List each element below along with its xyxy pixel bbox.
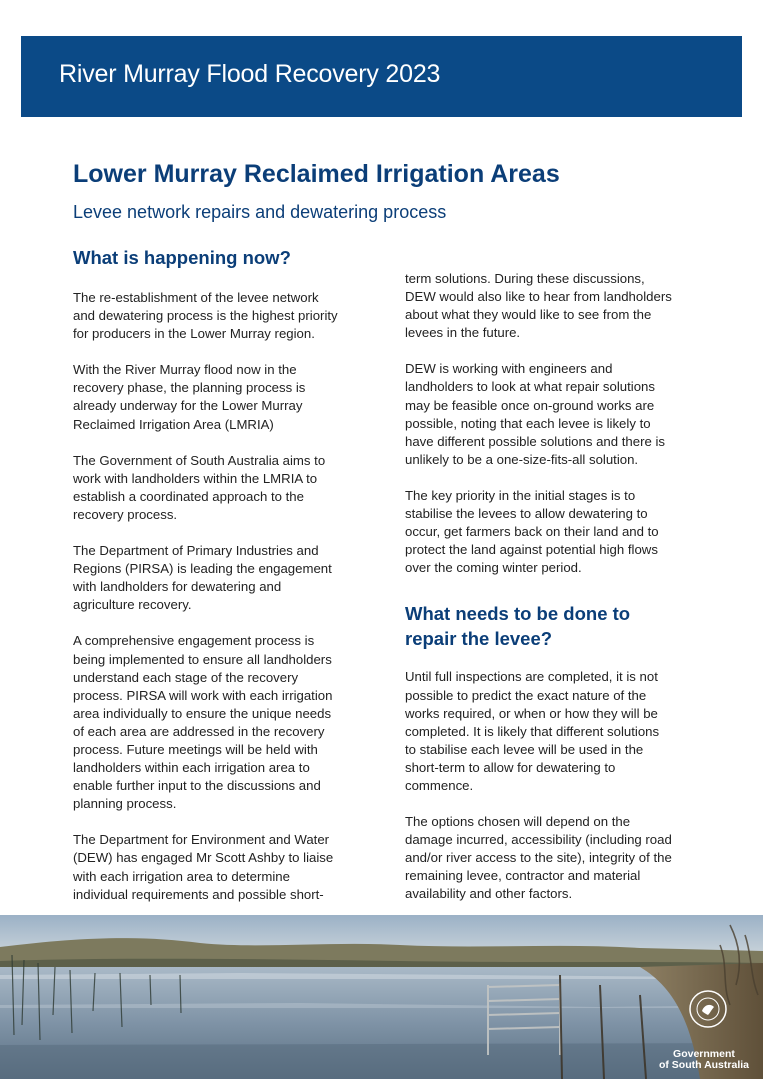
text-line: Until full inspections are completed, it is not xyxy=(405,669,658,685)
text-line: may be feasible once on-ground works are xyxy=(405,397,655,413)
text-line: levees in the future. xyxy=(405,325,521,341)
text-line: Regions (PIRSA) is leading the engagement xyxy=(73,561,332,577)
text-line: commence. xyxy=(405,777,474,793)
text-line: The re-establishment of the levee network xyxy=(73,290,319,305)
text-line: possible, noting that each levee is likely to xyxy=(405,415,651,431)
government-seal-logo xyxy=(688,989,728,1029)
paragraph xyxy=(405,270,697,342)
text-line: DEW would also like to hear from landholders xyxy=(405,289,672,305)
text-line: being implemented to ensure all landholders xyxy=(73,651,332,667)
section-heading-repair-levee xyxy=(405,601,697,651)
logo-line-1: Government xyxy=(673,1048,735,1060)
paragraph xyxy=(73,289,365,343)
text-line: The Government of South Australia aims to xyxy=(73,452,326,468)
paragraph xyxy=(73,542,365,614)
text-line: term solutions. During these discussions, xyxy=(405,271,645,286)
text-line: DEW is working with engineers and xyxy=(405,361,613,377)
text-line: process. PIRSA will work with each irrigation xyxy=(73,687,333,703)
text-line: availability and other factors. xyxy=(405,886,573,902)
header-banner xyxy=(21,36,742,117)
text-line: landholders within each irrigation area to xyxy=(73,760,310,776)
text-line: With the River Murray flood now in the xyxy=(73,362,297,378)
text-line: repair the levee? xyxy=(405,628,553,650)
section-heading-happening-now: What is happening now? xyxy=(73,247,291,268)
banner-title: River Murray Flood Recovery 2023 xyxy=(59,60,441,88)
text-line: over the coming winter period. xyxy=(405,560,582,576)
text-line: individual requirements and possible short- xyxy=(73,886,324,902)
text-line: of each area are addressed in the recovery xyxy=(73,723,325,739)
text-line: understand each stage of the recovery xyxy=(73,669,299,685)
text-line: The Department of Primary Industries and xyxy=(73,543,319,559)
paragraph xyxy=(73,452,365,524)
text-line: (DEW) has engaged Mr Scott Ashby to liaise xyxy=(73,850,334,866)
text-line: short-term to allow for dewatering to xyxy=(405,759,616,775)
paragraph xyxy=(405,668,697,795)
text-line: The options chosen will depend on the xyxy=(405,814,631,830)
paragraph xyxy=(73,632,365,813)
text-line: completed. It is likely that different solutions xyxy=(405,723,660,739)
text-line: planning process. xyxy=(73,796,177,812)
text-line: The Department for Environment and Water xyxy=(73,832,330,848)
text-line: to stabilise each levee will be used in the xyxy=(405,741,644,757)
text-line: possible to predict the exact nature of the xyxy=(405,687,647,703)
paragraph xyxy=(405,487,697,577)
text-line: about what they would like to see from the xyxy=(405,307,652,323)
document-subtitle: Levee network repairs and dewatering process xyxy=(73,202,447,222)
text-line: process. Future meetings will be held with xyxy=(73,741,318,757)
text-line: unlikely to be a one-size-fits-all solution. xyxy=(405,451,639,467)
text-line: have different possible solutions and there is xyxy=(405,433,666,449)
text-line: already underway for the Lower Murray xyxy=(73,398,303,414)
text-line: recovery process. xyxy=(73,506,178,522)
text-line: stabilise the levees to allow dewatering to xyxy=(405,506,648,522)
paragraph xyxy=(73,361,365,433)
text-line: and dewatering process is the highest priority xyxy=(73,308,338,324)
paragraph xyxy=(73,831,365,903)
left-column xyxy=(73,245,365,904)
text-line: enable further input to the discussions and xyxy=(73,778,321,794)
river-photo xyxy=(0,915,763,1079)
text-line: A comprehensive engagement process is xyxy=(73,633,315,649)
text-line: works required, or when or how they will be xyxy=(405,705,658,721)
text-line: area individually to ensure the unique needs xyxy=(73,705,332,721)
logo-line-2: of South Australia xyxy=(658,1059,749,1071)
paragraph xyxy=(405,360,697,469)
text-line: and/or river access to the site), integrity of the xyxy=(405,850,672,866)
text-line: for producers in the Lower Murray region. xyxy=(73,326,315,342)
text-line: occur, get farmers back on their land and to xyxy=(405,524,659,540)
document-title: Lower Murray Reclaimed Irrigation Areas xyxy=(73,160,560,188)
text-line: What needs to be done to xyxy=(405,603,631,625)
text-line: remaining levee, contractor and material xyxy=(405,868,641,884)
text-line: The key priority in the initial stages is to xyxy=(405,487,636,503)
text-line: Reclaimed Irrigation Area (LMRIA) xyxy=(73,416,274,432)
text-line: recovery phase, the planning process is xyxy=(73,380,306,396)
text-line: landholders to look at what repair solutions xyxy=(405,379,655,395)
text-line: with each irrigation area to determine xyxy=(73,868,290,884)
text-line: protect the land against potential high flows xyxy=(405,542,658,558)
government-logo-text xyxy=(659,1049,749,1071)
paragraph xyxy=(405,813,697,903)
text-line: damage incurred, accessibility (including road xyxy=(405,832,672,848)
text-line: work with landholders within the LMRIA to xyxy=(73,470,318,486)
right-column xyxy=(405,270,697,904)
text-line: establish a coordinated approach to the xyxy=(73,488,304,504)
text-line: with landholders for dewatering and xyxy=(73,579,282,595)
text-line: agriculture recovery. xyxy=(73,597,192,613)
